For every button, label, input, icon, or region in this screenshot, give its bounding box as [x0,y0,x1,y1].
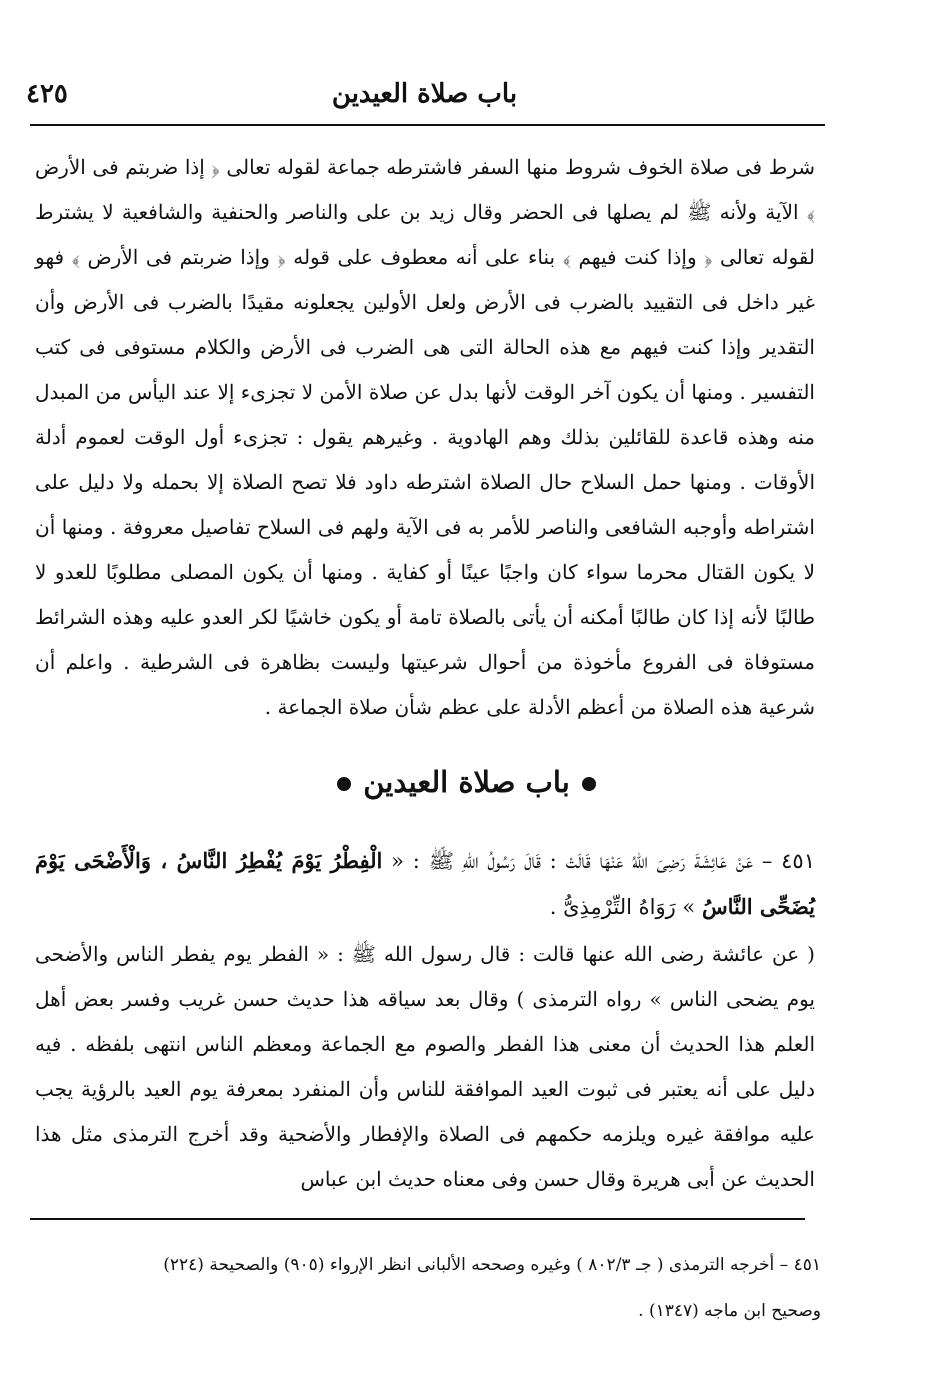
bullet-right-icon [582,777,596,791]
section-heading [0,757,933,807]
footnote [31,1242,821,1334]
commentary-paragraph: ( عن عائشة رضى الله عنها قالت : قال رسول الله ﷺ : « الفطر يوم يفطر الناس والأضحى يوم يضحى الناس » رواه الترمذى ) وقال بعد سياقه هذا حديث حسن غريب وفسر بعض أهل العلم هذا الحديث أن معنى هذا الفطر والصوم مع الجماعة ومعظم الناس انتهى بلفظه . فيه دليل على أنه يعتبر فى ثبوت العيد الموافقة للناس وأن المنفرد بمعرفة يوم العيد بالرؤية يجب عليه موافقة غيره ويلزمه حكمهم فى الصلاة والإفطار والأضحية وقد أخرج الترمذى مثل هذا الحديث عن أبى هريرة وقال حسن وفى معناه حديث ابن عباس [35,942,815,1191]
footnote-line-1: ٤٥١ – أخرجه الترمذى ( جـ ٨٠٢/٣ ) وغيره وصححه الألبانى انظر الإرواء (٩٠٥) والصحيحة (٢٢٤) [163,1255,821,1275]
section-heading-text: باب صلاة العيدين [363,765,570,799]
footnote-rule [30,1218,805,1220]
footnote-line-2: وصحيح ابن ماجه (١٣٤٧) . [638,1301,821,1321]
hadith-intro: ٤٥١ – عَنْ عَائِشَةَ رَضِىَ اللهُ عَنْهَا قَالَتْ : قَالَ رَسُولُ اللهِ ﷺ : « [391,849,815,873]
hadith-451 [35,838,815,930]
running-head-title: باب صلاة العيدين [331,79,518,109]
page-number: ٤٢٥ [26,79,68,109]
bullet-left-icon [337,777,351,791]
paragraph-prayer-of-fear-conditions: شرط فى صلاة الخوف شروط منها السفر فاشترطه جماعة لقوله تعالى ﴿ إذا ضربتم فى الأرض ﴾ الآية ولأنه ﷺ لم يصلها فى الحضر وقال زيد بن على والناصر والحنفية والشافعية لا يشترط لقوله تعالى ﴿ وإذا كنت فيهم ﴾ بناء على أنه معطوف على قوله ﴿ وإذا ضربتم فى الأرض ﴾ فهو غير داخل فى التقييد بالضرب فى الأرض ولعل الأولين يجعلونه مقيدًا بالضرب فى الأرض وأن التقدير وإذا كنت فيهم مع هذه الحالة التى هى الضرب فى الأرض والكلام مستوفى فى كتب التفسير . ومنها أن يكون آخر الوقت لأنها بدل عن صلاة الأمن لا تجزىء إلا عند اليأس من المبدل منه وهذه قاعدة للقائلين بذلك وهم الهادوية . وغيرهم يقول : تجزىء أول الوقت لعموم أدلة الأوقات . ومنها حمل السلاح حال الصلاة اشترطه داود فلا تصح الصلاة إلا بحمله ولا دليل على اشتراطه وأوجبه الشافعى والناصر للأمر به فى الآية ولهم فى السلاح تفاصيل معروفة . ومنها أن لا يكون القتال محرما سواء كان واجبًا عينًا أو كفاية . ومنها أن يكون المصلى مطلوبًا للعدو لا طالبًا لأنه إذا كان طالبًا أمكنه أن يأتى بالصلاة تامة أو يكون خاشيًا لكر العدو عليه وهذه الشرائط مستوفاة فى الفروع مأخوذة من أحوال شرعيتها وليست بظاهرة فى الشرطية . واعلم أن شرعية هذه الصلاة من أعظم الأدلة على عظم شأن صلاة الجماعة . [35,155,816,719]
hadith-quote: الْفِطْرُ يَوْمَ يُفْطِرُ النَّاسُ ، وَالْأَضْحَى يَوْمَ يُضَحِّى النَّاسُ [35,848,815,919]
header-rule [30,124,825,126]
hadith-outro: » رَوَاهُ التِّرْمِذِىُّ . [549,895,696,919]
running-head [26,74,823,114]
